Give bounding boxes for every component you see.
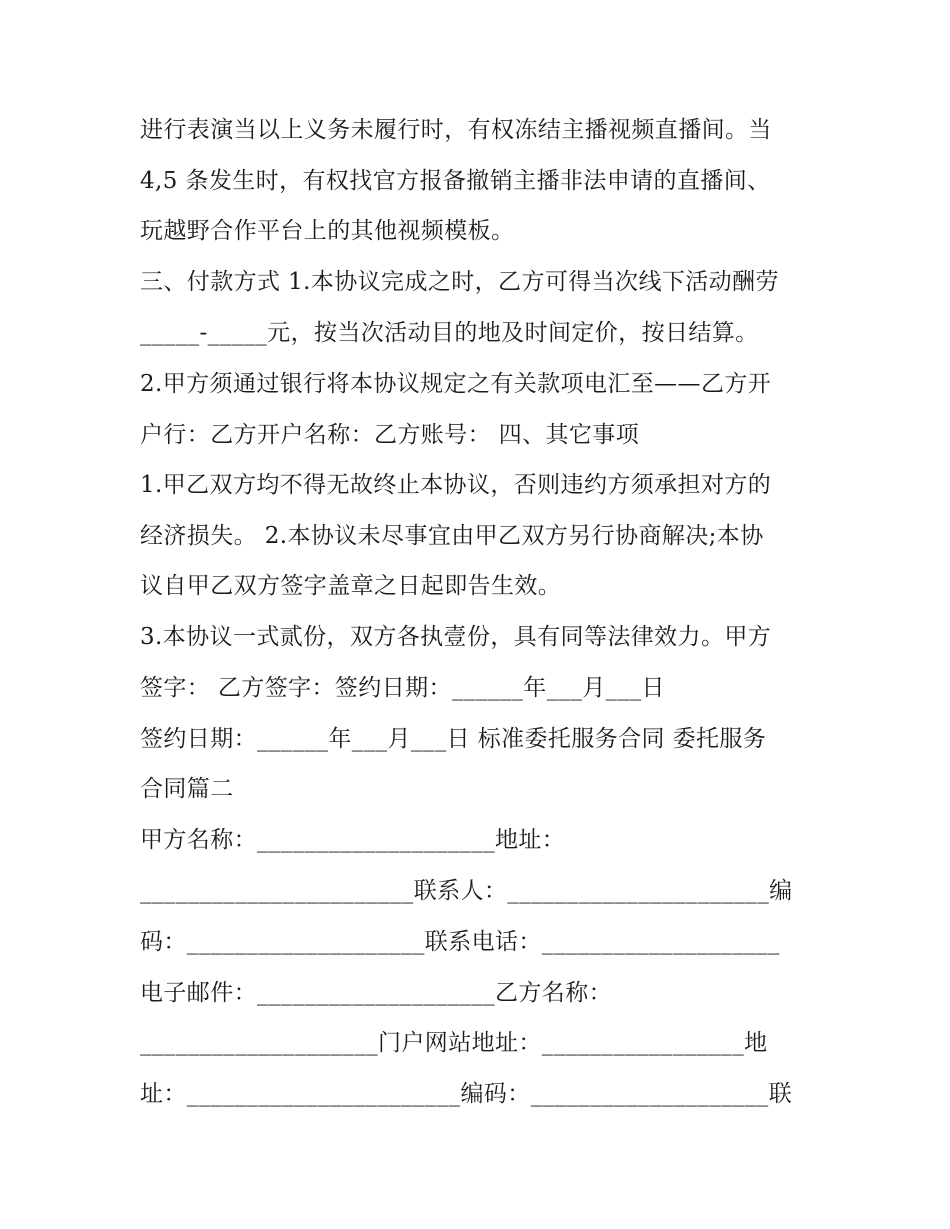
text-line: 议自甲乙双方签字盖章之日起即告生效。 <box>140 573 562 599</box>
text-line: 3.本协议一式贰份，双方各执壹份，具有同等法律效力。甲方 <box>140 624 772 650</box>
text-line: 玩越野合作平台上的其他视频模板。 <box>140 218 515 244</box>
text-line: ____________________门户网站地址：_________________地 <box>140 1030 768 1056</box>
text-line: _______________________联系人：______________________编 <box>140 878 793 904</box>
text-line: 4,5 条发生时，有权找官方报备撤销主播非法申请的直播间、 <box>140 168 771 194</box>
text-line: 三、付款方式 1.本协议完成之时，乙方可得当次线下活动酬劳 <box>140 269 779 295</box>
text-line: 签约日期：______年___月___日 标准委托服务合同 委托服务 <box>140 726 767 752</box>
text-line: 电子邮件：____________________乙方名称： <box>140 980 612 1006</box>
text-line: 1.甲乙双方均不得无故终止本协议，否则违约方须承担对方的 <box>140 472 772 498</box>
text-line: 进行表演当以上义务未履行时，有权冻结主播视频直播间。当 <box>140 117 772 143</box>
text-line: 码：____________________联系电话：____________________ <box>140 929 780 955</box>
text-line: 合同篇二 <box>140 776 234 802</box>
text-line: 经济损失。 2.本协议未尽事宜由甲乙双方另行协商解决;本协 <box>140 523 764 549</box>
text-line: 户行：乙方开户名称：乙方账号： 四、其它事项 <box>140 422 640 448</box>
text-line: 甲方名称：____________________地址： <box>140 827 566 853</box>
text-line: 签字： 乙方签字：签约日期：______年___月___日 <box>140 675 665 701</box>
text-line: 2.甲方须通过银行将本协议规定之有关款项电汇至——乙方开 <box>140 371 772 397</box>
text-line: 址：_______________________编码：____________________联 <box>140 1081 793 1107</box>
text-line: _____-_____元，按当次活动目的地及时间定价，按日结算。 <box>140 320 759 346</box>
